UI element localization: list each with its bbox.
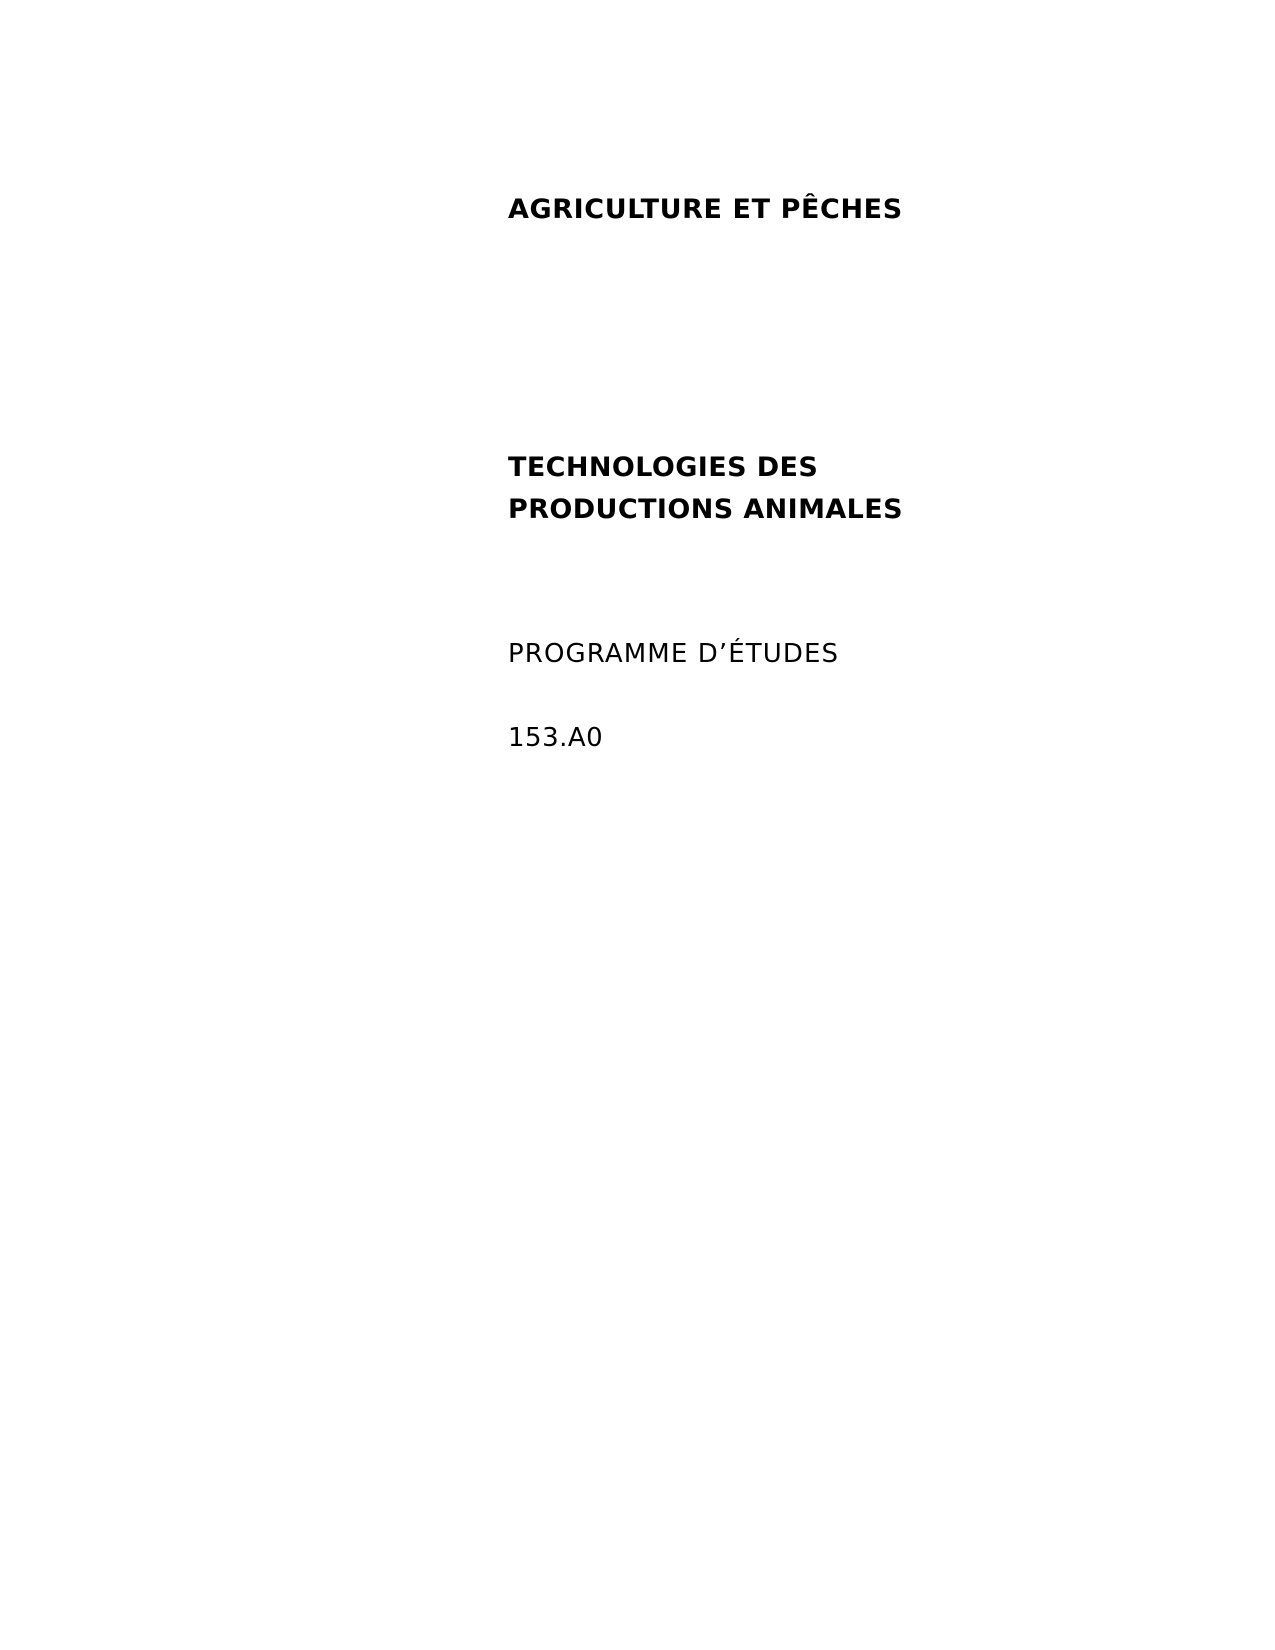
- document-type-label: PROGRAMME D’ÉTUDES: [508, 639, 840, 669]
- program-title-line-2: PRODUCTIONS ANIMALES: [508, 493, 903, 525]
- program-title: [508, 447, 1028, 531]
- sector-title: AGRICULTURE ET PÊCHES: [508, 194, 903, 225]
- program-code: 153.A0: [508, 723, 604, 753]
- program-title-line-1: TECHNOLOGIES DES: [508, 452, 819, 483]
